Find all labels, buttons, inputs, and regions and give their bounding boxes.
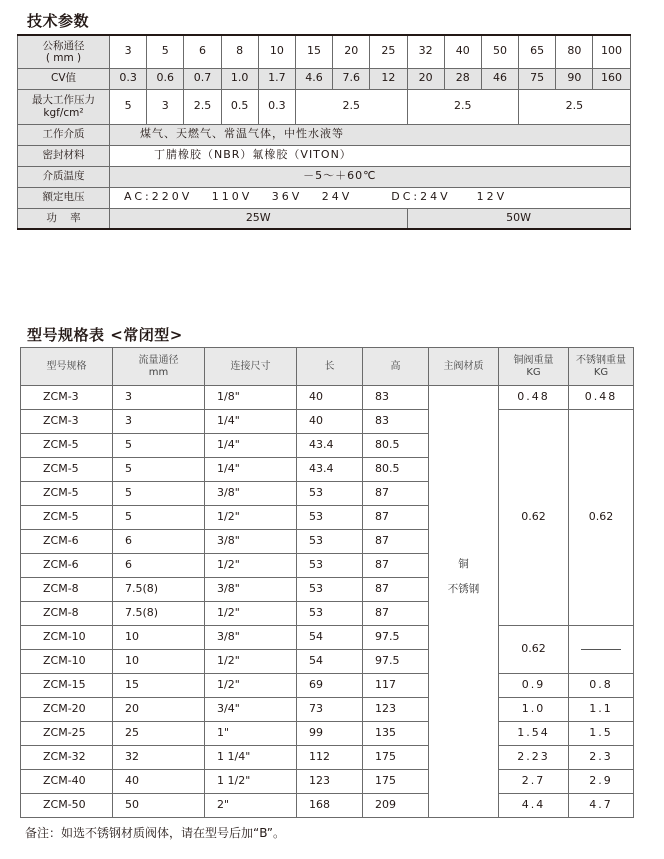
spec-length: 54 <box>297 650 363 674</box>
spec-dn: 3 <box>113 386 205 410</box>
spec-length: 53 <box>297 554 363 578</box>
spec-conn: 1/2" <box>205 602 297 626</box>
spec-length: 53 <box>297 506 363 530</box>
dn-label-cell <box>18 35 110 68</box>
seal-row <box>18 145 631 166</box>
spec-model: ZCM-15 <box>21 674 113 698</box>
tech-params-table <box>17 34 631 230</box>
header-weight-ss: 不锈钢重量 <box>576 355 626 366</box>
spec-weight-cu: 2.7 <box>499 770 569 794</box>
spec-weight-ss <box>569 626 634 674</box>
spec-dn: 5 <box>113 434 205 458</box>
spec-conn: 2" <box>205 794 297 818</box>
spec-length: 40 <box>297 410 363 434</box>
temp-value: －5～＋60℃ <box>110 166 631 187</box>
temp-label: 介质温度 <box>18 166 110 187</box>
spec-conn: 1/8" <box>205 386 297 410</box>
dash-line <box>581 649 621 650</box>
spec-dn: 7.5(8) <box>113 602 205 626</box>
spec-weight-cu: 2.23 <box>499 746 569 770</box>
header-dn: 流量通径 <box>138 355 179 366</box>
voltage-row <box>18 187 631 208</box>
spec-dn: 10 <box>113 650 205 674</box>
spec-length: 123 <box>297 770 363 794</box>
seal-value: 丁腈橡胶（NBR）氟橡胶（VITON） <box>110 145 631 166</box>
spec-length: 43.4 <box>297 458 363 482</box>
spec-weight-cu: 0.48 <box>499 386 569 410</box>
cv-value: 0.3 <box>110 68 147 89</box>
dn-value: 3 <box>110 35 147 68</box>
spec-height: 87 <box>363 578 429 602</box>
medium-value: 煤气、天燃气、常温气体，中性水液等 <box>110 124 631 145</box>
temp-row <box>18 166 631 187</box>
model-spec-table <box>20 347 634 818</box>
spec-dn: 32 <box>113 746 205 770</box>
header-model: 型号规格 <box>21 348 113 386</box>
spec-model: ZCM-5 <box>21 506 113 530</box>
spec-dn: 6 <box>113 554 205 578</box>
model-spec-title: 型号规格表 <常闭型> <box>27 326 183 344</box>
cv-value: 12 <box>370 68 407 89</box>
dn-value: 65 <box>519 35 556 68</box>
cv-value: 28 <box>444 68 481 89</box>
spec-dn: 5 <box>113 482 205 506</box>
power-value-50w: 50W <box>407 208 630 229</box>
spec-height: 87 <box>363 482 429 506</box>
spec-dn: 3 <box>113 410 205 434</box>
spec-height: 83 <box>363 386 429 410</box>
spec-length: 69 <box>297 674 363 698</box>
dn-value: 20 <box>333 35 370 68</box>
header-conn: 连接尺寸 <box>205 348 297 386</box>
header-kg-unit: KG <box>526 366 541 378</box>
header-height: 高 <box>363 348 429 386</box>
dn-value: 15 <box>295 35 332 68</box>
cv-value: 4.6 <box>295 68 332 89</box>
material-copper: 铜 <box>458 558 469 571</box>
spec-height: 87 <box>363 602 429 626</box>
spec-height: 97.5 <box>363 626 429 650</box>
spec-conn: 1/2" <box>205 650 297 674</box>
spec-model: ZCM-32 <box>21 746 113 770</box>
dn-unit-label: ( mm ) <box>45 51 82 64</box>
table-row <box>21 770 634 794</box>
pressure-value: 0.5 <box>221 89 258 124</box>
voltage-label: 额定电压 <box>18 187 110 208</box>
medium-row <box>18 124 631 145</box>
spec-dn: 7.5(8) <box>113 578 205 602</box>
spec-weight-ss: 0.62 <box>569 410 634 626</box>
header-dn-unit: mm <box>148 366 169 378</box>
spec-conn: 1/2" <box>205 674 297 698</box>
table-row <box>21 794 634 818</box>
tech-params-title: 技术参数 <box>27 12 90 30</box>
spec-conn: 1" <box>205 722 297 746</box>
spec-model: ZCM-3 <box>21 410 113 434</box>
spec-height: 135 <box>363 722 429 746</box>
seal-label: 密封材料 <box>18 145 110 166</box>
cv-value: 46 <box>481 68 518 89</box>
cv-value: 1.7 <box>258 68 295 89</box>
spec-model: ZCM-5 <box>21 458 113 482</box>
spec-weight-ss: 4.7 <box>569 794 634 818</box>
spec-body <box>21 386 634 818</box>
dn-value: 80 <box>556 35 593 68</box>
spec-dn: 5 <box>113 506 205 530</box>
header-kg-unit: KG <box>593 366 609 378</box>
spec-length: 40 <box>297 386 363 410</box>
spec-conn: 1/2" <box>205 554 297 578</box>
dn-value: 100 <box>593 35 630 68</box>
spec-model: ZCM-8 <box>21 602 113 626</box>
spec-conn: 3/8" <box>205 482 297 506</box>
cv-value: 90 <box>556 68 593 89</box>
spec-dn: 5 <box>113 458 205 482</box>
spec-model: ZCM-10 <box>21 626 113 650</box>
dn-value: 10 <box>258 35 295 68</box>
spec-length: 43.4 <box>297 434 363 458</box>
spec-weight-ss: 2.9 <box>569 770 634 794</box>
cv-value: 1.0 <box>221 68 258 89</box>
dn-value: 5 <box>147 35 184 68</box>
table-row <box>21 746 634 770</box>
spec-conn: 1 1/4" <box>205 746 297 770</box>
spec-length: 54 <box>297 626 363 650</box>
spec-weight-cu: 1.0 <box>499 698 569 722</box>
spec-model: ZCM-25 <box>21 722 113 746</box>
header-weight-cu-cell <box>499 348 569 386</box>
spec-height: 83 <box>363 410 429 434</box>
cv-value: 75 <box>519 68 556 89</box>
spec-height: 80.5 <box>363 434 429 458</box>
spec-dn: 50 <box>113 794 205 818</box>
spec-length: 168 <box>297 794 363 818</box>
spec-weight-cu: 1.54 <box>499 722 569 746</box>
spec-weight-ss: 0.8 <box>569 674 634 698</box>
spec-weight-ss: 2.3 <box>569 746 634 770</box>
spec-height: 209 <box>363 794 429 818</box>
spec-height: 80.5 <box>363 458 429 482</box>
dn-value: 32 <box>407 35 444 68</box>
spec-conn: 3/8" <box>205 578 297 602</box>
pressure-label: 最大工作压力 <box>32 94 95 107</box>
spec-weight-cu: 4.4 <box>499 794 569 818</box>
pressure-value: 2.5 <box>519 89 631 124</box>
spec-length: 53 <box>297 578 363 602</box>
spec-height: 97.5 <box>363 650 429 674</box>
spec-length: 53 <box>297 482 363 506</box>
spec-height: 175 <box>363 770 429 794</box>
cv-row <box>18 68 631 89</box>
spec-model: ZCM-10 <box>21 650 113 674</box>
pressure-value: 2.5 <box>407 89 519 124</box>
spec-weight-cu: 0.62 <box>499 410 569 626</box>
table-row <box>21 386 634 410</box>
spec-length: 53 <box>297 602 363 626</box>
cv-value: 0.7 <box>184 68 221 89</box>
footnote: 备注：如选不锈钢材质阀体，请在型号后加“B”。 <box>25 826 286 840</box>
spec-dn: 20 <box>113 698 205 722</box>
spec-conn: 1 1/2" <box>205 770 297 794</box>
cv-value: 20 <box>407 68 444 89</box>
spec-weight-ss: 1.5 <box>569 722 634 746</box>
header-material: 主阀材质 <box>429 348 499 386</box>
spec-length: 53 <box>297 530 363 554</box>
spec-conn: 3/8" <box>205 530 297 554</box>
power-row <box>18 208 631 229</box>
header-weight-cu: 铜阀重量 <box>513 355 554 366</box>
spec-weight-ss: 0.48 <box>569 386 634 410</box>
spec-header-row <box>21 348 634 386</box>
spec-model: ZCM-5 <box>21 434 113 458</box>
spec-material <box>429 386 499 818</box>
spec-height: 87 <box>363 554 429 578</box>
spec-height: 87 <box>363 530 429 554</box>
voltage-value: AC:220V 110V 36V 24V DC:24V 12V <box>110 187 631 208</box>
dn-value: 8 <box>221 35 258 68</box>
spec-model: ZCM-8 <box>21 578 113 602</box>
cv-value: 0.6 <box>147 68 184 89</box>
spec-dn: 6 <box>113 530 205 554</box>
spec-dn: 40 <box>113 770 205 794</box>
pressure-label-cell <box>18 89 110 124</box>
dn-label: 公称通径 <box>42 39 85 52</box>
pressure-unit-label: kgf/cm² <box>43 106 84 119</box>
spec-model: ZCM-6 <box>21 530 113 554</box>
dn-row <box>18 35 631 68</box>
spec-model: ZCM-5 <box>21 482 113 506</box>
spec-dn: 15 <box>113 674 205 698</box>
header-weight-ss-cell <box>569 348 634 386</box>
dn-value: 50 <box>481 35 518 68</box>
spec-height: 175 <box>363 746 429 770</box>
material-stainless: 不锈钢 <box>447 582 480 595</box>
spec-model: ZCM-50 <box>21 794 113 818</box>
spec-height: 123 <box>363 698 429 722</box>
spec-weight-ss: 1.1 <box>569 698 634 722</box>
spec-height: 117 <box>363 674 429 698</box>
spec-conn: 3/4" <box>205 698 297 722</box>
table-row <box>21 674 634 698</box>
pressure-value: 2.5 <box>295 89 407 124</box>
spec-length: 73 <box>297 698 363 722</box>
spec-model: ZCM-6 <box>21 554 113 578</box>
spec-dn: 25 <box>113 722 205 746</box>
header-length: 长 <box>297 348 363 386</box>
pressure-value: 2.5 <box>184 89 221 124</box>
header-dn-cell <box>113 348 205 386</box>
spec-conn: 3/8" <box>205 626 297 650</box>
cv-value: 7.6 <box>333 68 370 89</box>
spec-length: 112 <box>297 746 363 770</box>
dn-value: 40 <box>444 35 481 68</box>
spec-conn: 1/4" <box>205 458 297 482</box>
pressure-value: 5 <box>110 89 147 124</box>
spec-model: ZCM-3 <box>21 386 113 410</box>
spec-conn: 1/2" <box>205 506 297 530</box>
table-row <box>21 698 634 722</box>
power-value-25w: 25W <box>110 208 408 229</box>
dn-value: 25 <box>370 35 407 68</box>
spec-dn: 10 <box>113 626 205 650</box>
spec-weight-cu: 0.62 <box>499 626 569 674</box>
medium-label: 工作介质 <box>18 124 110 145</box>
spec-length: 99 <box>297 722 363 746</box>
spec-height: 87 <box>363 506 429 530</box>
dn-value: 6 <box>184 35 221 68</box>
table-row <box>21 722 634 746</box>
pressure-row <box>18 89 631 124</box>
cv-label: CV值 <box>18 68 110 89</box>
spec-conn: 1/4" <box>205 410 297 434</box>
pressure-value: 3 <box>147 89 184 124</box>
table-row <box>21 410 634 434</box>
spec-conn: 1/4" <box>205 434 297 458</box>
power-label: 功 率 <box>18 208 110 229</box>
spec-model: ZCM-40 <box>21 770 113 794</box>
table-row <box>21 626 634 650</box>
spec-model: ZCM-20 <box>21 698 113 722</box>
pressure-value: 0.3 <box>258 89 295 124</box>
spec-weight-cu: 0.9 <box>499 674 569 698</box>
cv-value: 160 <box>593 68 630 89</box>
